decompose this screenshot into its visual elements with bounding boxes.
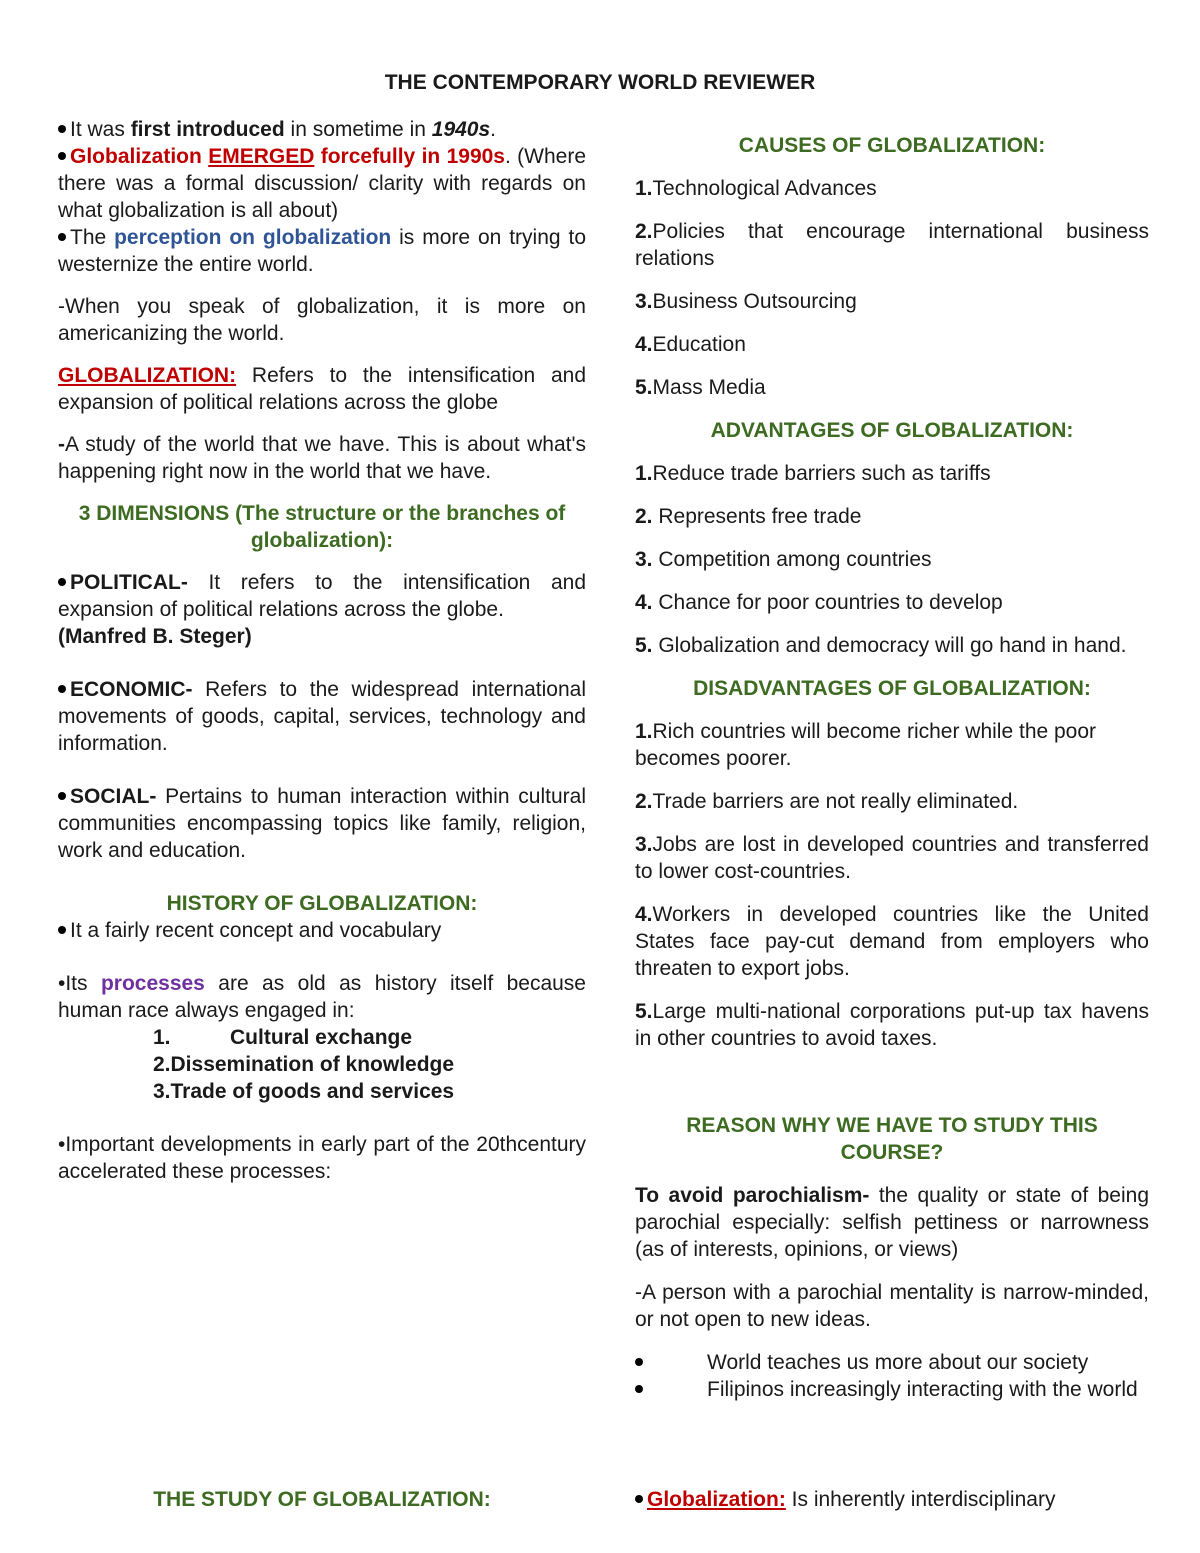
processes-list <box>58 1024 586 1105</box>
list-item: 1. Cultural exchange <box>153 1026 413 1049</box>
advantages-heading: ADVANTAGES OF GLOBALIZATION: <box>710 419 1074 442</box>
important-developments: •Important developments in early part of the 20thcentury accelerated these processes: <box>58 1133 586 1183</box>
list-item: Filipinos increasingly interacting with the world <box>635 1376 1149 1403</box>
parochial-person: -A person with a parochial mentality is narrow-minded, or not open to new ideas. <box>635 1281 1149 1331</box>
reasons-list <box>635 1349 1149 1403</box>
list-item: 2.Policies that encourage international business relations <box>635 220 1149 270</box>
bullet-icon <box>58 685 66 693</box>
history-item: It a fairly recent concept and vocabulary <box>58 917 586 944</box>
history-heading: HISTORY OF GLOBALIZATION: <box>166 892 478 915</box>
dimension-social: SOCIAL- Pertains to human interaction within cultural communities encompassing topics like family, religion, work and education. <box>58 785 586 862</box>
list-item: 3.Jobs are lost in developed countries and transferred to lower cost-countries. <box>635 833 1149 883</box>
list-item: 3.Business Outsourcing <box>635 290 857 313</box>
disadvantages-list <box>635 718 1149 1052</box>
list-item: World teaches us more about our society <box>635 1349 1149 1376</box>
list-item: 2.Dissemination of knowledge <box>153 1053 455 1076</box>
bullet-icon <box>58 926 66 934</box>
causes-list <box>635 175 1149 401</box>
list-item: 5.Large multi-national corporations put-up tax havens in other countries to avoid taxes. <box>635 1000 1149 1050</box>
bullet-icon <box>58 233 66 241</box>
bullet-icon <box>58 152 66 160</box>
bullet-icon <box>635 1385 643 1393</box>
disadvantages-heading: DISADVANTAGES OF GLOBALIZATION: <box>693 677 1091 700</box>
list-item: 3. Competition among countries <box>635 548 932 571</box>
advantages-list <box>635 460 1149 659</box>
list-item: 2.Trade barriers are not really eliminated. <box>635 790 1019 813</box>
right-column <box>635 132 1149 1403</box>
history-processes: •Its processes are as old as history itself because human race always engaged in: <box>58 972 586 1022</box>
list-item: 5.Mass Media <box>635 376 766 399</box>
bullet-icon <box>635 1358 643 1366</box>
list-item: 1.Reduce trade barriers such as tariffs <box>635 462 991 485</box>
intro-perception: The perception on globalization is more on trying to westernize the entire world. <box>58 226 586 276</box>
bullet-icon <box>58 792 66 800</box>
intro-emerged: Globalization EMERGED forcefully in 1990s. (Where there was a formal discussion/ clarity with regards on what globalization is all about) <box>58 145 587 222</box>
globalization-definition: GLOBALIZATION: Refers to the intensification and expansion of political relations across the globe <box>58 364 586 414</box>
list-item: 4.Workers in developed countries like the United States face pay-cut demand from employers who threaten to export jobs. <box>635 903 1149 980</box>
list-item: 4.Education <box>635 333 746 356</box>
list-item: 5. Globalization and democracy will go hand in hand. <box>635 634 1127 657</box>
dimensions-heading: 3 DIMENSIONS (The structure or the branches of globalization): <box>78 502 566 552</box>
study-of-globalization-heading: THE STUDY OF GLOBALIZATION: <box>153 1488 491 1511</box>
left-column <box>58 116 586 1185</box>
bullet-icon <box>58 578 66 586</box>
globalization-interdisciplinary: Globalization: Is inherently interdisciplinary <box>635 1486 1149 1513</box>
bullet-icon <box>58 125 66 133</box>
list-item: 4. Chance for poor countries to develop <box>635 591 1003 614</box>
dimension-economic: ECONOMIC- Refers to the widespread international movements of goods, capital, services, technology and information. <box>58 678 586 755</box>
document-title: THE CONTEMPORARY WORLD REVIEWER <box>384 71 816 94</box>
bullet-icon <box>635 1495 643 1503</box>
dimension-political: POLITICAL- It refers to the intensification and expansion of political relations across the globe. (Manfred B. Steger) <box>58 571 586 648</box>
list-item: 2. Represents free trade <box>635 505 862 528</box>
reason-heading: REASON WHY WE HAVE TO STUDY THIS COURSE? <box>686 1114 1098 1164</box>
list-item: 3.Trade of goods and services <box>153 1080 455 1103</box>
causes-heading: CAUSES OF GLOBALIZATION: <box>738 134 1046 157</box>
list-item: 1.Rich countries will become richer while the poor becomes poorer. <box>635 720 1097 770</box>
study-of-world-paragraph: -A study of the world that we have. This is about what's happening right now in the world that we have. <box>58 433 586 483</box>
americanizing-paragraph: -When you speak of globalization, it is more on americanizing the world. <box>58 295 586 345</box>
intro-first-introduced: It was first introduced in sometime in 1940s. <box>58 116 586 143</box>
parochialism-definition: To avoid parochialism- the quality or state of being parochial especially: selfish pettiness or narrowness (as of interests, opinions, or views) <box>635 1184 1150 1261</box>
list-item: 1.Technological Advances <box>635 177 877 200</box>
